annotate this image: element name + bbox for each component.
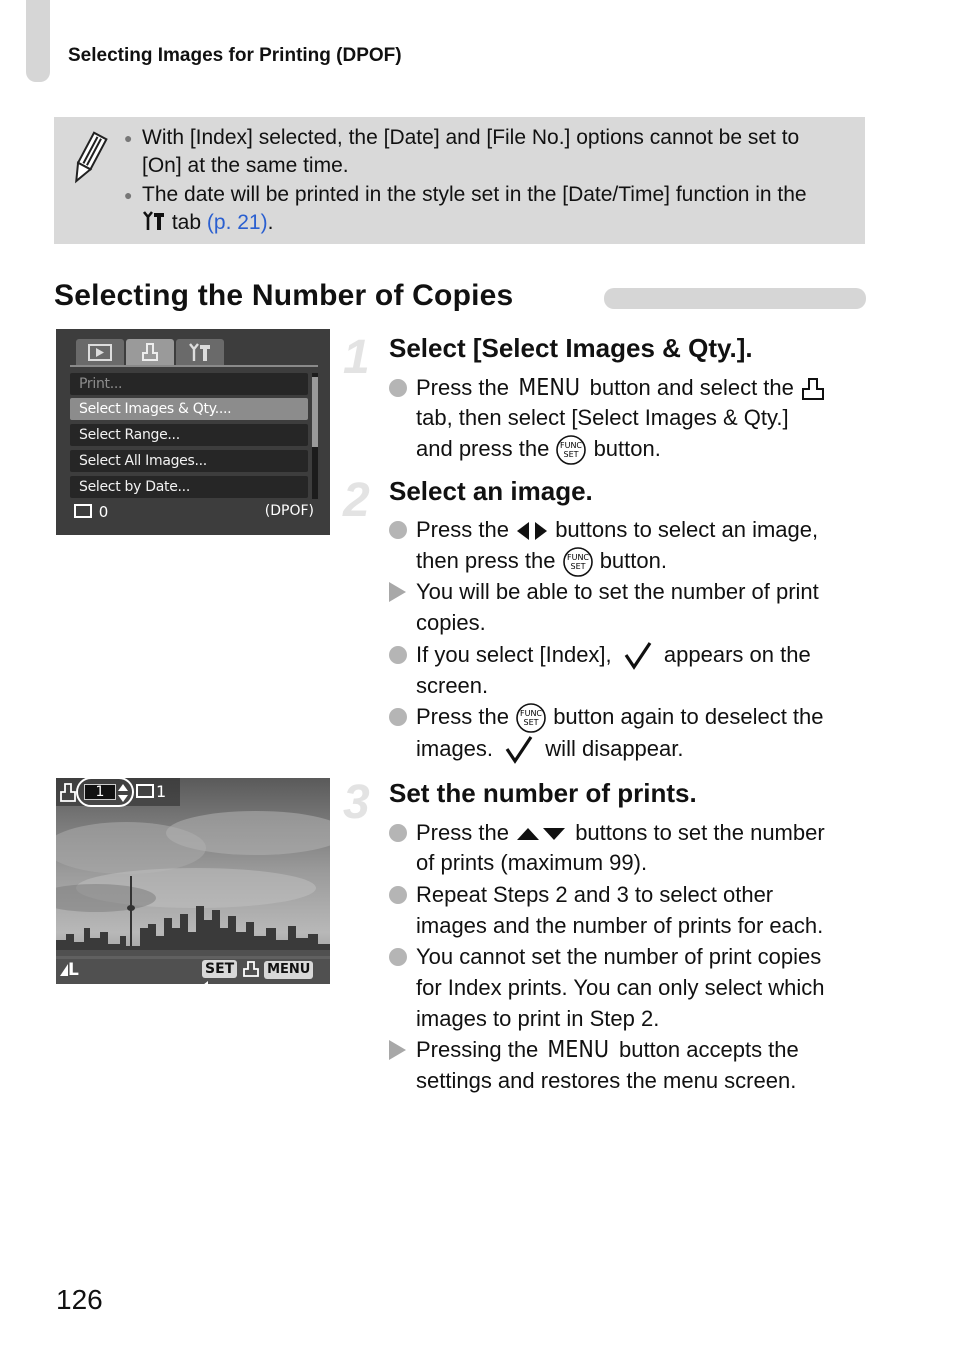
checkmark-icon — [618, 641, 658, 671]
func-set-button-icon — [555, 434, 587, 466]
svg-text:FUNC: FUNC — [566, 553, 589, 563]
step-text: You cannot set the number of print copies — [416, 944, 822, 969]
total-prints — [136, 782, 166, 801]
set-button[interactable]: SET — [202, 960, 237, 978]
menu-item-select-by-date[interactable]: Select by Date... — [70, 476, 308, 498]
step-text: and press the FUNC SET button. — [416, 433, 661, 466]
step-text: images. will disappear. — [416, 733, 683, 765]
step-text: You will be able to set the number of print — [416, 579, 819, 604]
step-title: Select [Select Images & Qty.]. — [389, 333, 753, 363]
up-down-arrows-icon — [515, 826, 569, 842]
step-text: Repeat Steps 2 and 3 to select other — [416, 882, 774, 907]
svg-text:SET: SET — [563, 450, 579, 460]
result-arrow — [389, 576, 406, 607]
left-right-arrows-icon — [515, 520, 549, 542]
menu-button[interactable]: MENU — [264, 961, 313, 979]
step-number: 3 — [343, 776, 370, 829]
page-number: 126 — [56, 1284, 103, 1315]
return-arrow-icon — [202, 979, 220, 984]
svg-text:FUNC: FUNC — [520, 709, 543, 719]
result-arrow — [389, 1034, 406, 1065]
step-text: Pressing the MENU button accepts the — [416, 1034, 799, 1066]
svg-text:SET: SET — [523, 718, 539, 728]
step-text: Press the buttons to select an image, — [416, 517, 819, 542]
menu-button-label: MENU — [547, 1037, 610, 1063]
section-bar — [604, 288, 866, 309]
qty-selector[interactable] — [76, 778, 134, 807]
step-text: copies. — [416, 610, 486, 635]
section-title: Selecting the Number of Copies — [54, 279, 514, 312]
image-size-label: L — [68, 960, 79, 980]
note-text: The date will be printed in the style set in the [Date/Time] function in the — [142, 183, 807, 206]
scrollbar-thumb[interactable] — [312, 377, 318, 447]
step-text: If you select [Index], appears on the — [416, 639, 811, 671]
step-title: Select an image. — [389, 476, 593, 506]
menu-button-label: MENU — [518, 375, 581, 401]
print-frame-icon — [136, 783, 156, 799]
page-link[interactable]: (p. 21) — [206, 211, 268, 234]
note-text: . — [267, 211, 274, 234]
print-tab-icon — [800, 376, 826, 402]
playback-tab-icon — [76, 339, 124, 365]
settings-tab-icon — [142, 210, 166, 232]
svg-text:FUNC: FUNC — [560, 441, 583, 451]
bullet — [389, 817, 407, 848]
note-text: With [Index] selected, the [Date] and [File No.] options cannot be set to — [142, 126, 800, 149]
step-text: tab, then select [Select Images & Qty.] — [416, 405, 789, 430]
side-tab-marker — [26, 0, 50, 82]
step-text: Press the FUNC SET button again to deselect the — [416, 701, 824, 734]
tab-divider — [70, 365, 318, 367]
menu-item-select-range[interactable]: Select Range... — [70, 424, 308, 446]
size-triangle-icon — [60, 964, 68, 976]
note-box — [54, 117, 865, 244]
bottom-controls — [202, 960, 330, 982]
print-tab-icon — [126, 339, 174, 365]
step-text: images to print in Step 2. — [416, 1006, 660, 1031]
pencil-icon — [68, 129, 108, 189]
city-skyline-photo — [56, 778, 330, 984]
step-text: images and the number of prints for each. — [416, 913, 824, 938]
func-set-button-icon — [562, 546, 594, 578]
step-number: 1 — [343, 331, 370, 384]
print-count — [74, 503, 108, 521]
bullet — [389, 701, 407, 732]
step-text: of prints (maximum 99). — [416, 850, 648, 875]
header-title: Selecting Images for Printing (DPOF) — [68, 45, 402, 66]
camera-menu-screenshot — [56, 329, 330, 535]
step-title: Set the number of prints. — [389, 778, 697, 808]
step-text: settings and restores the menu screen. — [416, 1068, 797, 1093]
menu-item-select-all-images[interactable]: Select All Images... — [70, 450, 308, 472]
menu-item-print[interactable]: Print... — [70, 373, 308, 395]
total-prints-value: 1 — [156, 782, 167, 801]
func-set-button-icon — [515, 702, 547, 734]
bullet — [389, 639, 407, 670]
image-size — [60, 960, 79, 980]
step-text: Press the MENU button and select the — [416, 372, 826, 404]
qty-value: 1 — [84, 784, 116, 800]
bullet — [389, 372, 407, 403]
bullet — [389, 879, 407, 910]
menu-item-select-images-qty[interactable]: Select Images & Qty.... — [70, 398, 308, 420]
print-icon — [58, 782, 78, 804]
dpof-label: (DPOF) — [264, 503, 314, 519]
note-text: [On] at the same time. — [142, 154, 349, 177]
step-text: for Index prints. You can only select which — [416, 975, 825, 1000]
bullet — [389, 941, 407, 972]
step-text: screen. — [416, 673, 489, 698]
print-count-value: 0 — [98, 503, 109, 521]
bullet: ● — [124, 130, 133, 146]
up-down-arrows-icon[interactable] — [116, 782, 130, 804]
note-text: tab — [171, 211, 202, 234]
step-number: 2 — [343, 474, 370, 527]
svg-text:SET: SET — [570, 562, 586, 572]
settings-tab-icon — [176, 339, 224, 365]
bullet — [389, 514, 407, 545]
print-icon — [242, 960, 260, 978]
step-text: Press the buttons to set the number — [416, 820, 825, 845]
bullet: ● — [124, 187, 133, 203]
camera-image-screenshot — [56, 778, 330, 984]
checkmark-icon — [499, 735, 539, 765]
print-frame-icon — [74, 503, 94, 519]
step-text: then press the FUNC SET button. — [416, 545, 667, 578]
